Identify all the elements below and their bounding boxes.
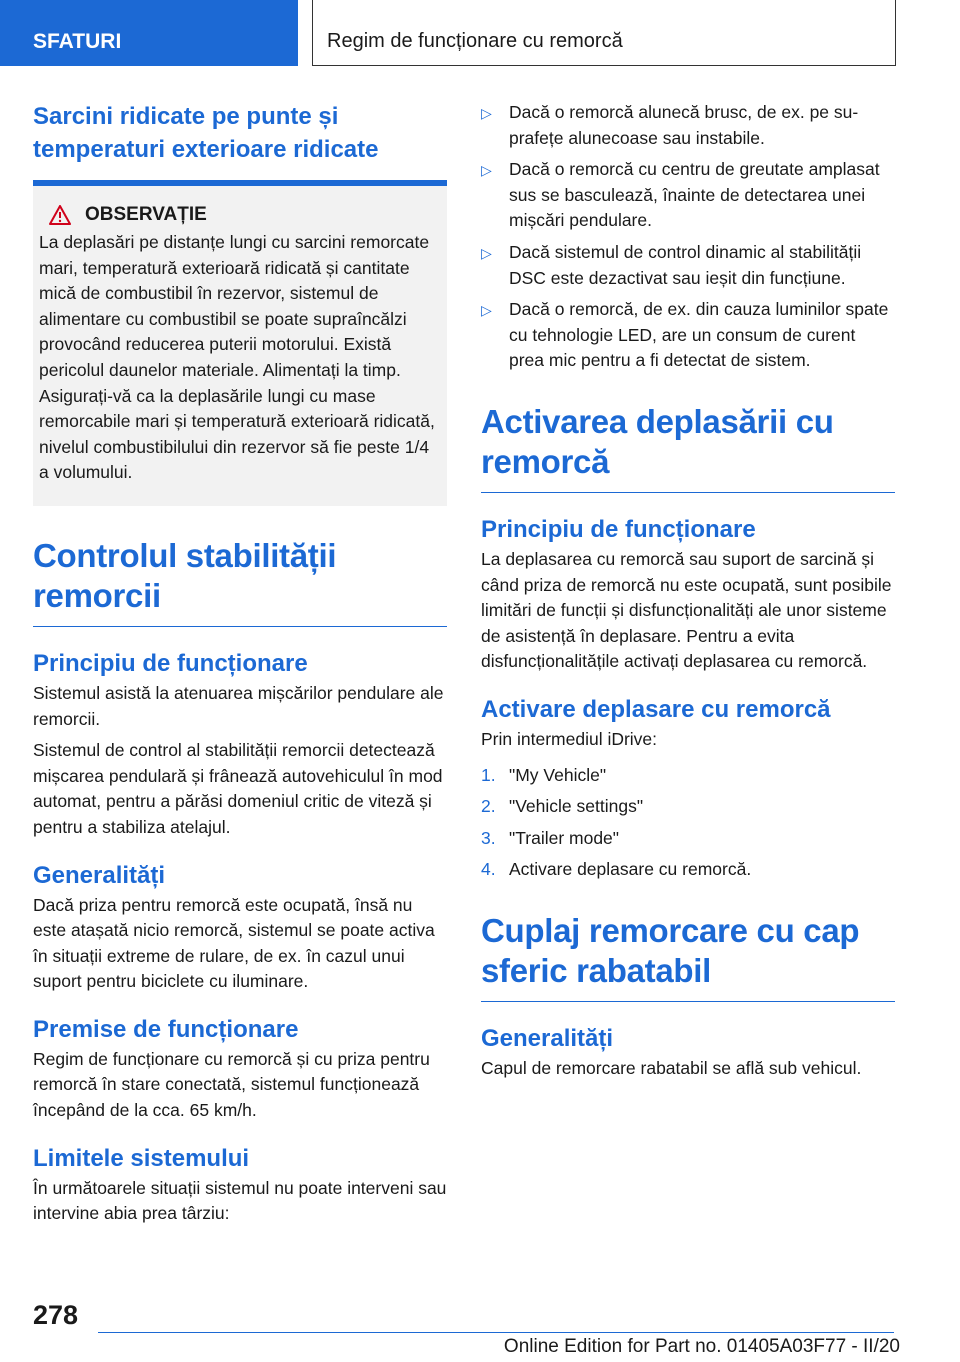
- heading-generalitati: Generalități: [481, 1024, 614, 1052]
- list-item: ▷ Dacă sistemul de control dinamic al stabilității DSC este dezactivat sau ieșit din funcțiune.: [481, 240, 895, 291]
- paragraph: Sistemul de control al stabilității remorcii detectează mișcarea pendulară și frânează autovehiculul în mod automat, pentru a părăsi domeniul critic de viteză și pentru a stabiliza atelajul.: [33, 740, 443, 837]
- warning-text: La deplasări pe distanțe lungi cu sarcini remorcate mari, temperatură exterioară ridicată și cantitate mică de combustibil în rezervor, sistemul de alimentare cu combustibil se poate supraîncălzi provocând reducerea puterii motorului. Există pericolul daunelor materiale. Alimentați la timp. Asigurați-vă ca la deplasările lungi cu mase remorcabile mari și temperatură exterioară ridicată, nivelul combustibilului din rezervor să fie peste 1/4 a volumului.: [39, 232, 435, 483]
- steps-list: [481, 763, 895, 883]
- warning-box: [33, 180, 447, 506]
- triangle-bullet-icon: ▷: [481, 244, 492, 261]
- step-item: 3. "Trailer mode": [481, 827, 619, 848]
- right-column: [481, 100, 895, 1087]
- section-tab: SFATURI: [0, 0, 298, 66]
- step-item: 4. Activare deplasare cu remorcă.: [481, 859, 752, 880]
- step-item: 2. "Vehicle settings": [481, 796, 644, 817]
- triangle-bullet-icon: ▷: [481, 302, 492, 319]
- paragraph: Dacă priza pentru remorcă este ocupată, însă nu este atașată nicio remorcă, sistemul se poate activa în situații extreme de rulare, de ex. în cazul unui suport pentru biciclete cu iluminare.: [33, 894, 435, 992]
- paragraph: Regim de funcționare cu remorcă și cu priza pentru remorcă în stare conectată, sistemul funcționează începând de la cca. 65 km/h.: [33, 1048, 430, 1121]
- warning-header: [39, 204, 439, 226]
- page-number: 278: [33, 1300, 79, 1330]
- heading-generalitati: Generalități: [33, 861, 166, 889]
- chapter-title-stability: Controlul stabilității remorcii: [33, 536, 447, 627]
- heading-premise: Premise de funcționare: [33, 1015, 299, 1043]
- edition-text: Online Edition for Part no. 01405A03F77 - II/20: [503, 1336, 900, 1357]
- heading-principiu: Principiu de funcționare: [33, 649, 308, 677]
- page-title: Regim de funcționare cu remorcă: [312, 0, 896, 66]
- limitations-list: [481, 100, 895, 374]
- list-item: ▷ Dacă o remorcă alunecă brusc, de ex. pe suprafețe alunecoase sau instabile.: [481, 100, 895, 151]
- left-column: [33, 100, 447, 1233]
- warning-label: OBSERVAȚIE: [85, 204, 207, 225]
- paragraph: În următoarele situații sistemul nu poate interveni sau intervine abia prea târziu:: [33, 1177, 447, 1224]
- paragraph: Capul de remorcare rabatabil se află sub vehicul.: [481, 1057, 862, 1078]
- paragraph: Prin intermediul iDrive:: [481, 728, 658, 749]
- paragraph: La deplasarea cu remorcă sau suport de sarcină și când priza de remorcă nu este ocupată, sunt posibile limitări de funcții și disfuncționalități ale unor sisteme de asistență în deplasare. Pentru a evita disfuncționalitățile activați deplasarea cu remorcă.: [481, 548, 892, 672]
- chapter-title-tow-hitch: Cuplaj remorcare cu cap sferic rabatabil: [481, 911, 895, 1002]
- list-item: ▷ Dacă o remorcă, de ex. din cauza luminilor spate cu tehnologie LED, are un consum de curent prea mic pentru a fi detectat de sistem.: [481, 297, 895, 374]
- heading-principiu: Principiu de funcționare: [481, 515, 756, 543]
- triangle-bullet-icon: ▷: [481, 162, 492, 179]
- triangle-bullet-icon: ▷: [481, 105, 492, 121]
- list-item: ▷ Dacă o remorcă cu centru de greutate amplasat sus se basculează, înainte de detectarea unei mișcări pendulare.: [481, 157, 895, 234]
- chapter-title-trailer-mode: Activarea deplasării cu remorcă: [481, 402, 895, 493]
- heading-activare: Activare deplasare cu remorcă: [481, 695, 831, 723]
- page-header: [0, 0, 960, 66]
- footer-rule: [98, 1332, 894, 1333]
- warning-triangle-icon: [49, 205, 71, 225]
- step-item: 1. "My Vehicle": [481, 764, 607, 785]
- paragraph: Sistemul asistă la atenuarea mișcărilor pendulare ale remorcii.: [33, 682, 444, 729]
- heading-limite: Limitele sistemului: [33, 1144, 250, 1172]
- section-title-loads: Sarcini ridicate pe punte și temperaturi exterioare ridicate: [33, 103, 379, 163]
